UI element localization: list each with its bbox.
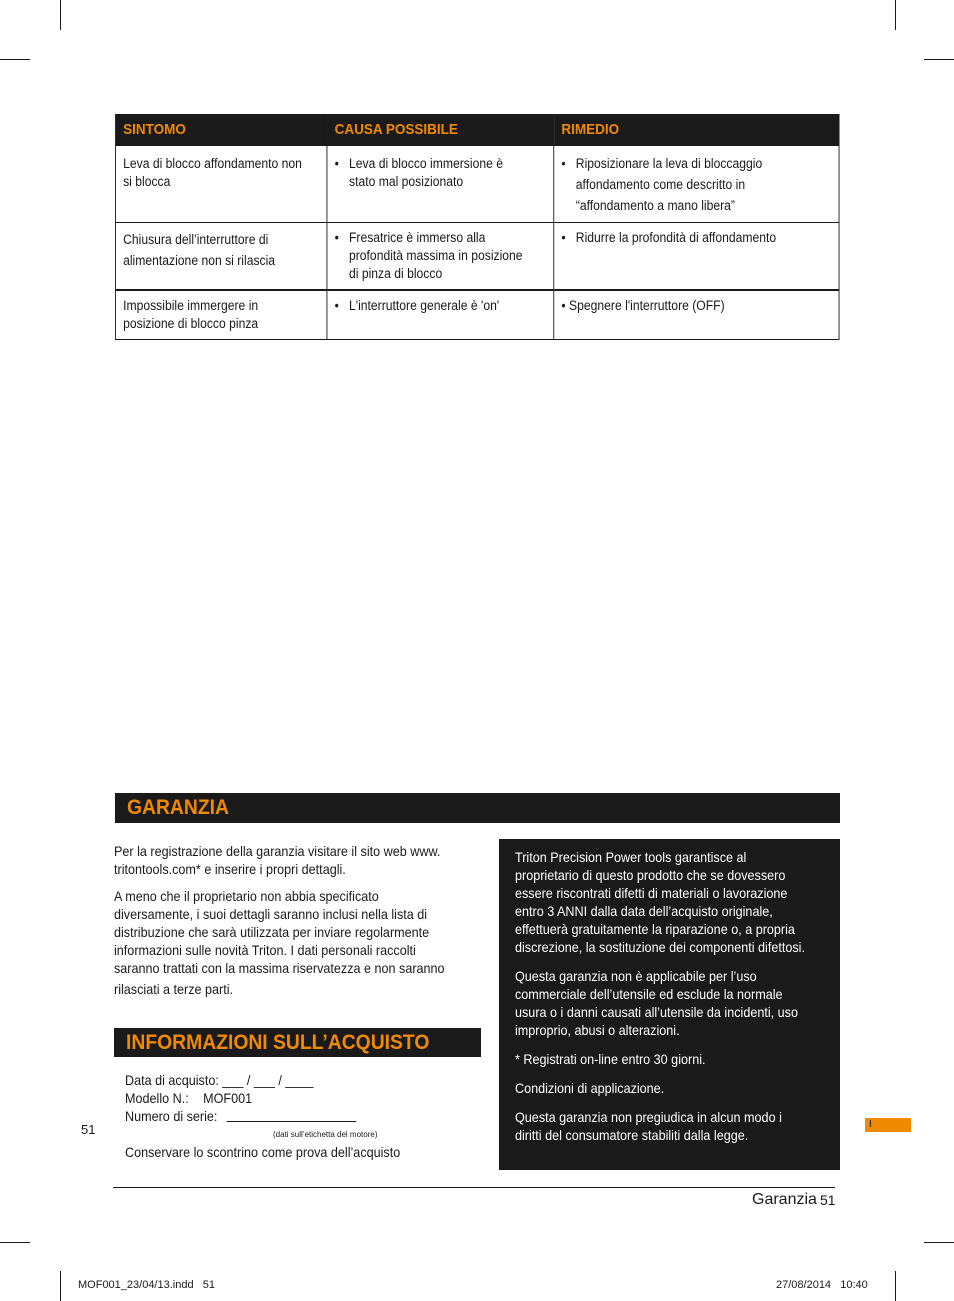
crop-mark bbox=[60, 1271, 61, 1301]
serial-blank bbox=[226, 1107, 356, 1122]
remedy-cell: • Riposizionare la leva di bloccaggio affondamento come descritto in “affondamento a mano libera” bbox=[554, 146, 839, 223]
warranty-terms-box bbox=[499, 839, 840, 1170]
bullet: • bbox=[334, 230, 339, 245]
paragraph: Questa garanzia non è applicabile per l’uso commerciale dell’utensile ed esclude la normale usura o i danni causati all’utensile da incidenti, uso improprio, abusi o alterazioni. bbox=[515, 968, 798, 1038]
symptom-cell: Impossibile immergere in posizione di blocco pinza bbox=[115, 290, 327, 340]
model-field: Modello N.: MOF001 bbox=[125, 1090, 253, 1106]
paragraph: Questa garanzia non pregiudica in alcun modo i diritti del consumatore stabiliti dalla legge. bbox=[515, 1109, 782, 1143]
table-row bbox=[115, 146, 839, 223]
remedy-cell: • Spegnere l'interruttore (OFF) bbox=[554, 290, 839, 340]
symptom-cell: Leva di blocco affondamento non si blocca bbox=[115, 146, 327, 223]
bullet: • bbox=[561, 230, 566, 245]
symptom-cell: Chiusura dell’interruttore di alimentazione non si rilascia bbox=[115, 223, 327, 291]
footer-page-number: 51 bbox=[820, 1192, 836, 1208]
registration-text bbox=[114, 842, 504, 1007]
serial-field: Numero di serie: bbox=[125, 1107, 431, 1125]
remedy-cell: • Ridurre la profondità di affondamento bbox=[554, 223, 839, 291]
cause-cell: • Leva di blocco immersione è stato mal posizionato bbox=[327, 146, 554, 223]
crop-mark bbox=[0, 59, 30, 60]
bullet: • bbox=[561, 156, 566, 171]
bullet: • bbox=[334, 156, 339, 171]
model-value: MOF001 bbox=[203, 1090, 253, 1106]
header-symptom: SINTOMO bbox=[115, 115, 327, 146]
crop-mark bbox=[895, 0, 896, 30]
footer-rule bbox=[113, 1187, 835, 1188]
footer-section-name: Garanzia bbox=[752, 1191, 817, 1208]
crop-mark bbox=[895, 1271, 896, 1301]
purchase-date-field: Data di acquisto: ___ / ___ / ____ bbox=[125, 1072, 314, 1088]
table-header-row bbox=[115, 115, 839, 146]
crop-mark bbox=[924, 59, 954, 60]
header-remedy: RIMEDIO bbox=[554, 115, 839, 146]
paragraph: Triton Precision Power tools garantisce al proprietario di questo prodotto che se dovessero essere riscontrati difetti di materiali o lavorazione entro 3 ANNI dalla data dell’acquisto originale, effettuerà gratuitamente la riparazione o, a propria discrezione, la sostituzione dei componenti difettosi. bbox=[515, 849, 805, 955]
slug-timestamp: 27/08/2014 10:40 bbox=[776, 1279, 868, 1291]
paragraph: Condizioni di applicazione. bbox=[515, 1080, 665, 1096]
bullet: • bbox=[334, 298, 339, 313]
page-number-left: 51 bbox=[81, 1122, 96, 1137]
language-tab: I bbox=[865, 1118, 911, 1132]
garanzia-heading: GARANZIA bbox=[115, 793, 840, 823]
keep-receipt-note: Conservare lo scontrino come prova dell’acquisto bbox=[125, 1144, 401, 1160]
crop-mark bbox=[60, 0, 61, 30]
header-cause: CAUSA POSSIBILE bbox=[327, 115, 554, 146]
troubleshooting-table bbox=[115, 114, 840, 340]
table-row bbox=[115, 290, 839, 340]
purchase-info bbox=[125, 1071, 465, 1160]
serial-note: (dati sull’etichetta del motore) bbox=[273, 1130, 378, 1139]
paragraph: * Registrati on-line entro 30 giorni. bbox=[515, 1051, 706, 1067]
table-row bbox=[115, 223, 839, 291]
cause-cell: • L'interruttore generale è 'on' bbox=[327, 290, 554, 340]
slug-file-info: MOF001_23/04/13.indd 51 bbox=[78, 1279, 215, 1291]
cause-cell: • Fresatrice è immerso alla profondità massima in posizione di pinza di blocco bbox=[327, 223, 554, 291]
purchase-info-heading: INFORMAZIONI SULL’ACQUISTO bbox=[114, 1028, 481, 1057]
crop-mark bbox=[924, 1242, 954, 1243]
paragraph: Per la registrazione della garanzia visitare il sito web www. tritontools.com* e inserire i propri dettagli. bbox=[114, 843, 441, 877]
crop-mark bbox=[0, 1242, 30, 1243]
paragraph: A meno che il proprietario non abbia specificato diversamente, i suoi dettagli saranno inclusi nella lista di distribuzione che sarà utilizzata per inviare regolarmente informazioni sulle novità Triton. I dati personali raccolti saranno trattati con la massima riservatezza e non saranno rilasciati a terze parti. bbox=[114, 888, 445, 997]
